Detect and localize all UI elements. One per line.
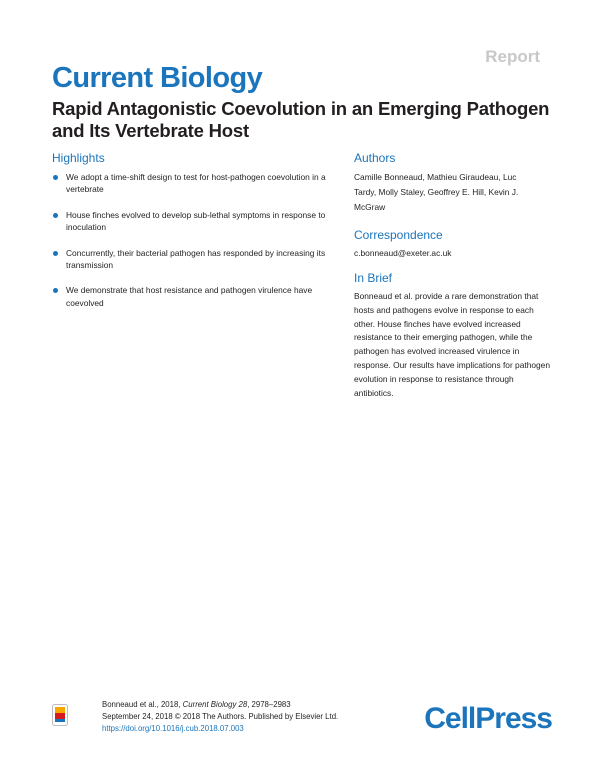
authors-section bbox=[354, 151, 554, 215]
summary-column bbox=[354, 151, 554, 400]
cellpress-logo: CellPress bbox=[424, 702, 552, 735]
page-footer bbox=[52, 699, 552, 749]
citation-block bbox=[102, 699, 338, 736]
citation-suffix: , 2978–2983 bbox=[247, 700, 291, 709]
crossmark-icon[interactable] bbox=[52, 704, 68, 726]
article-title: Rapid Antagonistic Coevolution in an Emerging Pathogen and Its Vertebrate Host bbox=[52, 98, 550, 141]
authors-list: Camille Bonneaud, Mathieu Giraudeau, Luc Tardy, Molly Staley, Geoffrey E. Hill, Kevin J. McGraw bbox=[354, 172, 519, 212]
correspondence-email[interactable]: c.bonneaud@exeter.ac.uk bbox=[354, 248, 452, 258]
journal-name: Current Biology bbox=[52, 62, 263, 94]
article-type-label: Report bbox=[485, 47, 540, 66]
highlight-text: House finches evolved to develop sub-lethal symptoms in response to inoculation bbox=[66, 209, 326, 233]
doi-link[interactable]: https://doi.org/10.1016/j.cub.2018.07.003 bbox=[102, 724, 244, 734]
bullet-icon bbox=[53, 175, 58, 180]
citation-line bbox=[102, 699, 338, 711]
highlight-text: We demonstrate that host resistance and pathogen virulence have coevolved bbox=[66, 285, 313, 308]
citation-prefix: Bonneaud et al., 2018, bbox=[102, 700, 183, 709]
highlights-section bbox=[52, 151, 337, 322]
bullet-icon bbox=[53, 288, 58, 293]
correspondence-heading: Correspondence bbox=[354, 228, 443, 242]
publication-date-line: September 24, 2018 © 2018 The Authors. Published by Elsevier Ltd. bbox=[102, 712, 339, 722]
highlights-heading: Highlights bbox=[52, 151, 105, 165]
highlight-item bbox=[52, 209, 337, 234]
in-brief-section bbox=[354, 271, 554, 400]
highlight-text: Concurrently, their bacterial pathogen has responded by increasing its transmission bbox=[66, 247, 326, 271]
in-brief-heading: In Brief bbox=[354, 271, 393, 285]
highlight-item bbox=[52, 247, 337, 272]
in-brief-text: Bonneaud et al. provide a rare demonstration that hosts and pathogens evolve in response to each other. House finches have evolved increased resistance to their emerging pathogen, while the pathogen has evolved increased virulence in response. Our results have implications for pathogen evolution in response to resistance through antibiotics. bbox=[354, 291, 550, 398]
correspondence-section bbox=[354, 228, 554, 259]
highlights-list bbox=[52, 171, 337, 309]
highlight-item bbox=[52, 284, 337, 309]
highlight-text: We adopt a time-shift design to test for host-pathogen coevolution in a vertebrate bbox=[66, 172, 326, 195]
highlight-item bbox=[52, 171, 337, 196]
bullet-icon bbox=[53, 251, 58, 256]
citation-journal: Current Biology 28 bbox=[182, 700, 248, 709]
authors-heading: Authors bbox=[354, 151, 396, 165]
bullet-icon bbox=[53, 213, 58, 218]
